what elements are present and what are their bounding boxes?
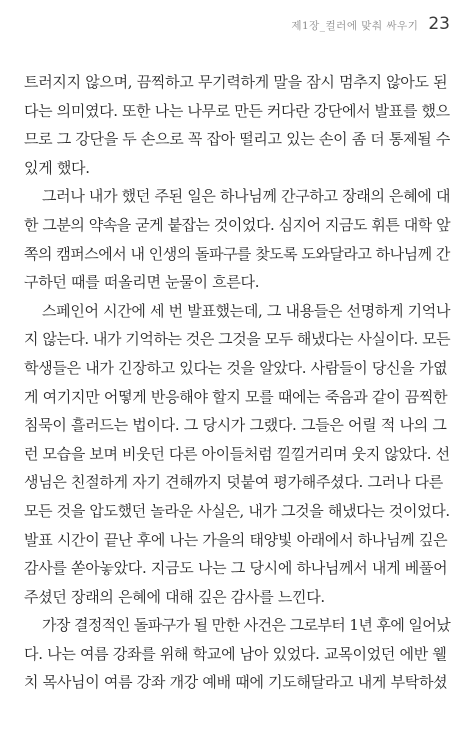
text-line: 런 모습을 보며 비웃던 다른 아이들처럼 낄낄거리며 웃지 않았다. 선 [24,444,450,463]
text-line: 생님은 친절하게 자기 견해까지 덧붙여 평가해주셨다. 그러나 다른 [24,473,443,492]
text-line: 모든 것을 압도했던 놀라운 사실은, 내가 그것을 해냈다는 것이었다. [24,501,450,520]
paragraph-4 [24,611,450,697]
text-line: 발표 시간이 끝난 후에 나는 가을의 태양빛 아래에서 하나님께 깊은 [24,530,448,549]
text-line: 구하던 때를 떠올리면 눈물이 흐른다. [24,273,260,292]
text-line: 쪽의 캠퍼스에서 내 인생의 돌파구를 찾도록 도와달라고 하나님께 간 [24,244,450,263]
text-line: 치 목사님이 여름 강좌 개강 예배 때에 기도해달라고 내게 부탁하셨 [24,673,448,692]
paragraph-3 [24,297,450,612]
text-line: 가장 결정적인 돌파구가 될 만한 사건은 그로부터 1년 후에 일어났 [42,616,451,635]
text-line: 지 않는다. 내가 기억하는 것은 그것을 모두 해냈다는 사실이다. 모든 [24,330,451,349]
text-line: 감사를 쏟아놓았다. 지금도 나는 그 당시에 하나님께서 내게 베풀어 [24,559,448,578]
text-line: 트러지지 않으며, 끔찍하고 무기력하게 말을 잠시 멈추지 않아도 된 [24,73,448,91]
text-line: 므로 그 강단을 두 손으로 꼭 잡아 떨리고 있는 손이 좀 더 통제될 수 [24,130,451,149]
text-line: 주셨던 장래의 은혜에 대해 깊은 감사를 느낀다. [24,587,325,606]
text-line: 다는 의미였다. 또한 나는 나무로 만든 커다란 강단에서 발표를 했으 [24,101,450,120]
text-line: 스페인어 시간에 세 번 발표했는데, 그 내용들은 선명하게 기억나 [42,301,451,320]
text-line: 게 여기지만 어떻게 반응해야 할지 모를 때에는 죽음과 같이 끔찍한 [24,387,448,406]
text-line: 한 그분의 약속을 굳게 붙잡는 것이었다. 심지어 지금도 휘튼 대학 앞 [24,215,451,234]
text-line: 그러나 내가 했던 주된 일은 하나님께 간구하고 장래의 은혜에 대 [42,187,451,206]
text-line: 다. 나는 여름 강좌를 위해 학교에 남아 있었다. 교목이었던 에반 웰 [24,644,447,663]
page-number: 23 [428,14,450,34]
text-line: 침묵이 흘러드는 법이다. 그 당시가 그랬다. 그들은 어릴 적 나의 그 [24,416,447,435]
running-header [291,14,450,34]
text-line: 있게 했다. [24,158,90,177]
body-text [24,68,450,697]
paragraph-1 [24,68,450,182]
text-line: 학생들은 내가 긴장하고 있다는 것을 알았다. 사람들이 당신을 가엾 [24,358,448,377]
paragraph-2 [24,182,450,296]
chapter-title: 제1장_컬러에 맞춰 싸우기 [291,20,419,32]
